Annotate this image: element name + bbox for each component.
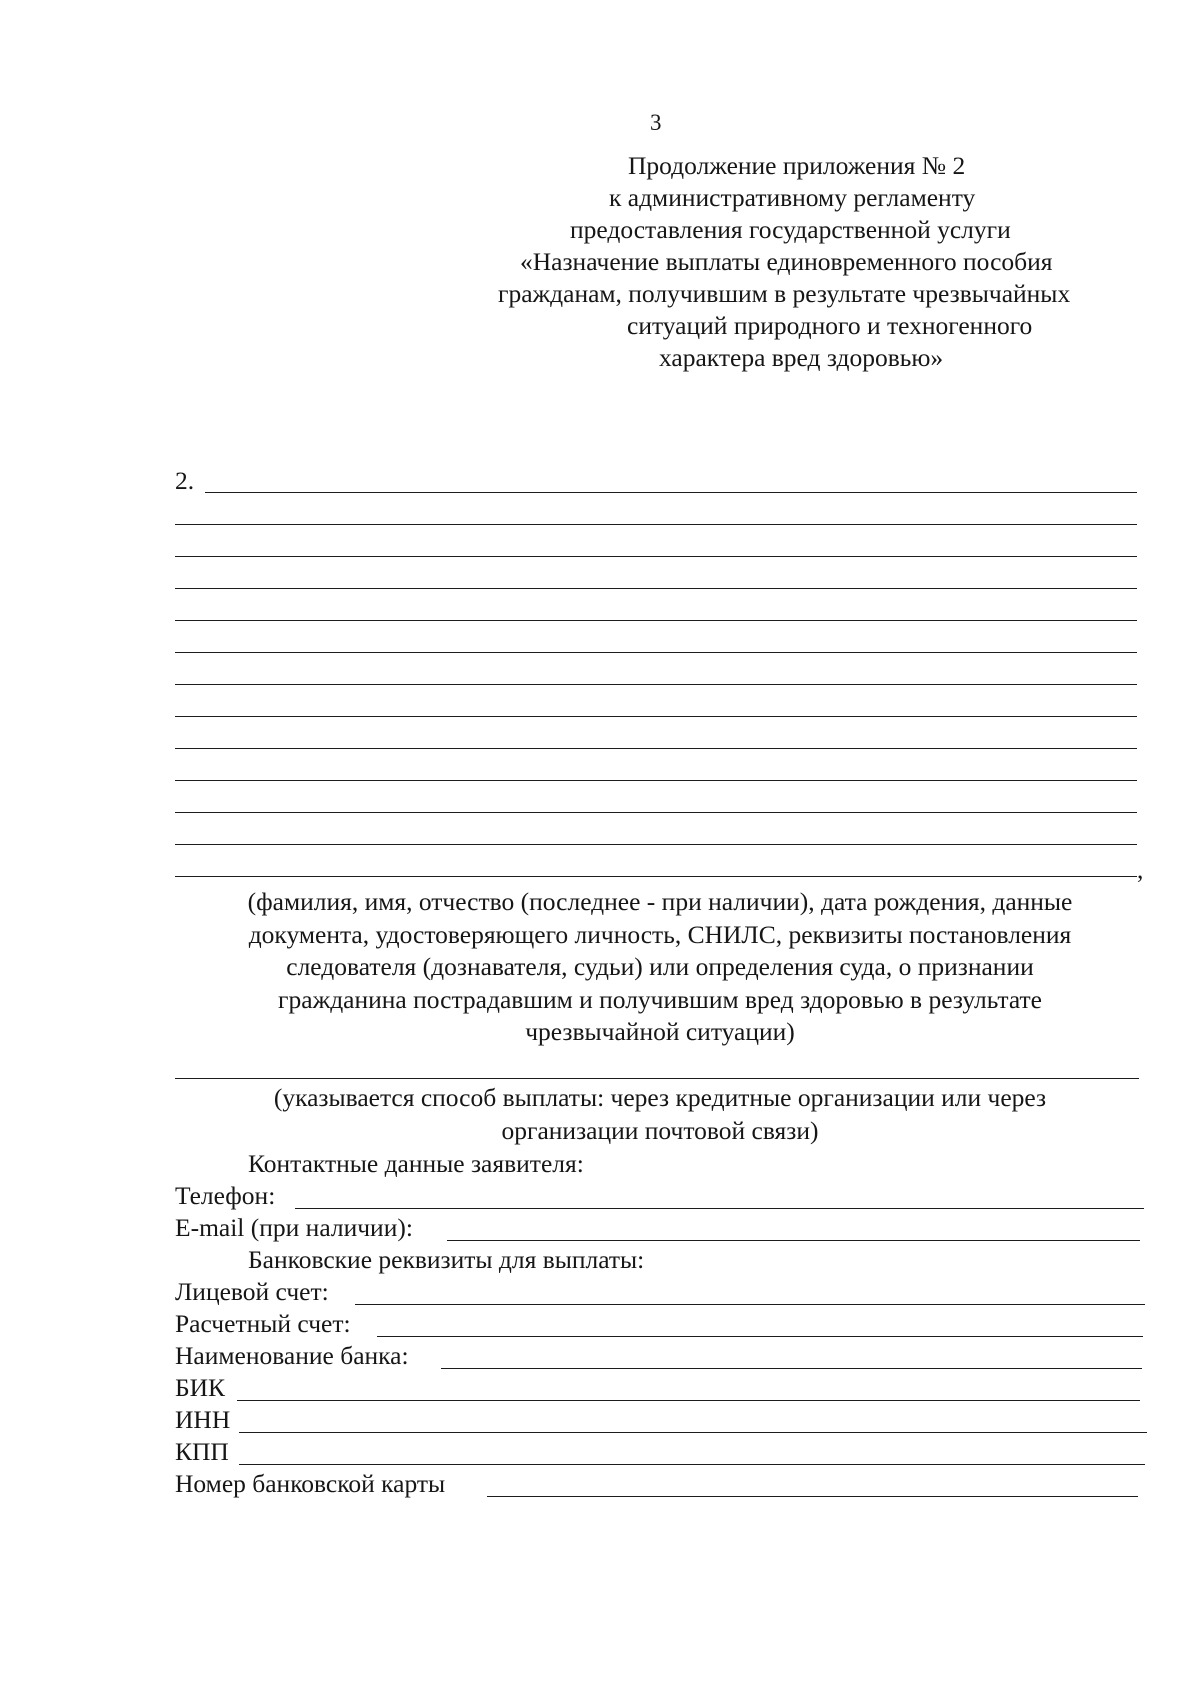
header-line: Продолжение приложения № 2 <box>628 151 966 180</box>
inn-label: ИНН <box>175 1405 231 1434</box>
applicant-note <box>165 886 1155 1049</box>
blank-line[interactable] <box>175 684 1137 685</box>
note-line: гражданина пострадавшим и получившим вред здоровью в результате <box>278 984 1042 1014</box>
bik-label: БИК <box>175 1373 226 1402</box>
note-line: чрезвычайной ситуации) <box>525 1017 795 1046</box>
phone-field[interactable] <box>295 1208 1144 1209</box>
trailing-comma: , <box>1137 855 1144 884</box>
blank-line[interactable] <box>175 588 1137 589</box>
inn-field[interactable] <box>239 1432 1147 1433</box>
bank-name-field[interactable] <box>441 1368 1142 1369</box>
header-line: «Назначение выплаты единовременного пособия <box>520 247 1053 276</box>
blank-line[interactable] <box>175 524 1137 525</box>
contacts-heading: Контактные данные заявителя: <box>248 1149 584 1178</box>
kpp-label: КПП <box>175 1437 229 1466</box>
blank-line[interactable] <box>175 556 1137 557</box>
header-line: ситуаций природного и техногенного <box>627 311 1033 340</box>
note-line: документа, удостоверяющего личность, СНИЛС, реквизиты постановления <box>248 919 1072 949</box>
phone-label: Телефон: <box>175 1181 276 1210</box>
blank-line[interactable] <box>175 620 1137 621</box>
page-number: 3 <box>650 110 662 135</box>
header-line: к административному регламенту <box>609 183 976 212</box>
kpp-field[interactable] <box>239 1464 1145 1465</box>
card-number-label: Номер банковской карты <box>175 1469 446 1498</box>
note-line: организации почтовой связи) <box>501 1115 819 1145</box>
card-number-field[interactable] <box>487 1496 1138 1497</box>
header-line: гражданам, получившим в результате чрезвычайных <box>498 279 1071 308</box>
email-label: E-mail (при наличии): <box>175 1213 413 1242</box>
email-field[interactable] <box>447 1240 1140 1241</box>
blank-line[interactable] <box>175 844 1137 845</box>
settlement-account-field[interactable] <box>377 1336 1143 1337</box>
personal-account-label: Лицевой счет: <box>175 1277 329 1306</box>
header-line: характера вред здоровью» <box>659 343 944 372</box>
blank-line[interactable] <box>175 716 1137 717</box>
blank-line[interactable] <box>175 652 1137 653</box>
blank-line[interactable] <box>175 780 1137 781</box>
header-line: предоставления государственной услуги <box>570 215 1011 244</box>
note-line: (фамилия, имя, отчество (последнее - при наличии), дата рождения, данные <box>247 887 1073 916</box>
payment-method-line[interactable] <box>175 1078 1139 1079</box>
payment-note <box>165 1082 1155 1147</box>
personal-account-field[interactable] <box>355 1304 1145 1305</box>
blank-line[interactable] <box>175 812 1137 813</box>
blank-line[interactable] <box>175 748 1137 749</box>
blank-line[interactable] <box>205 492 1137 493</box>
blank-line[interactable] <box>175 876 1137 877</box>
note-line: следователя (дознавателя, судьи) или определения суда, о признании <box>286 952 1034 981</box>
settlement-account-label: Расчетный счет: <box>175 1309 351 1338</box>
bik-field[interactable] <box>237 1400 1140 1401</box>
bank-heading: Банковские реквизиты для выплаты: <box>248 1245 645 1274</box>
note-line: (указывается способ выплаты: через кредитные организации или через <box>273 1083 1047 1112</box>
item-number: 2. <box>175 466 195 495</box>
bank-name-label: Наименование банка: <box>175 1341 409 1370</box>
